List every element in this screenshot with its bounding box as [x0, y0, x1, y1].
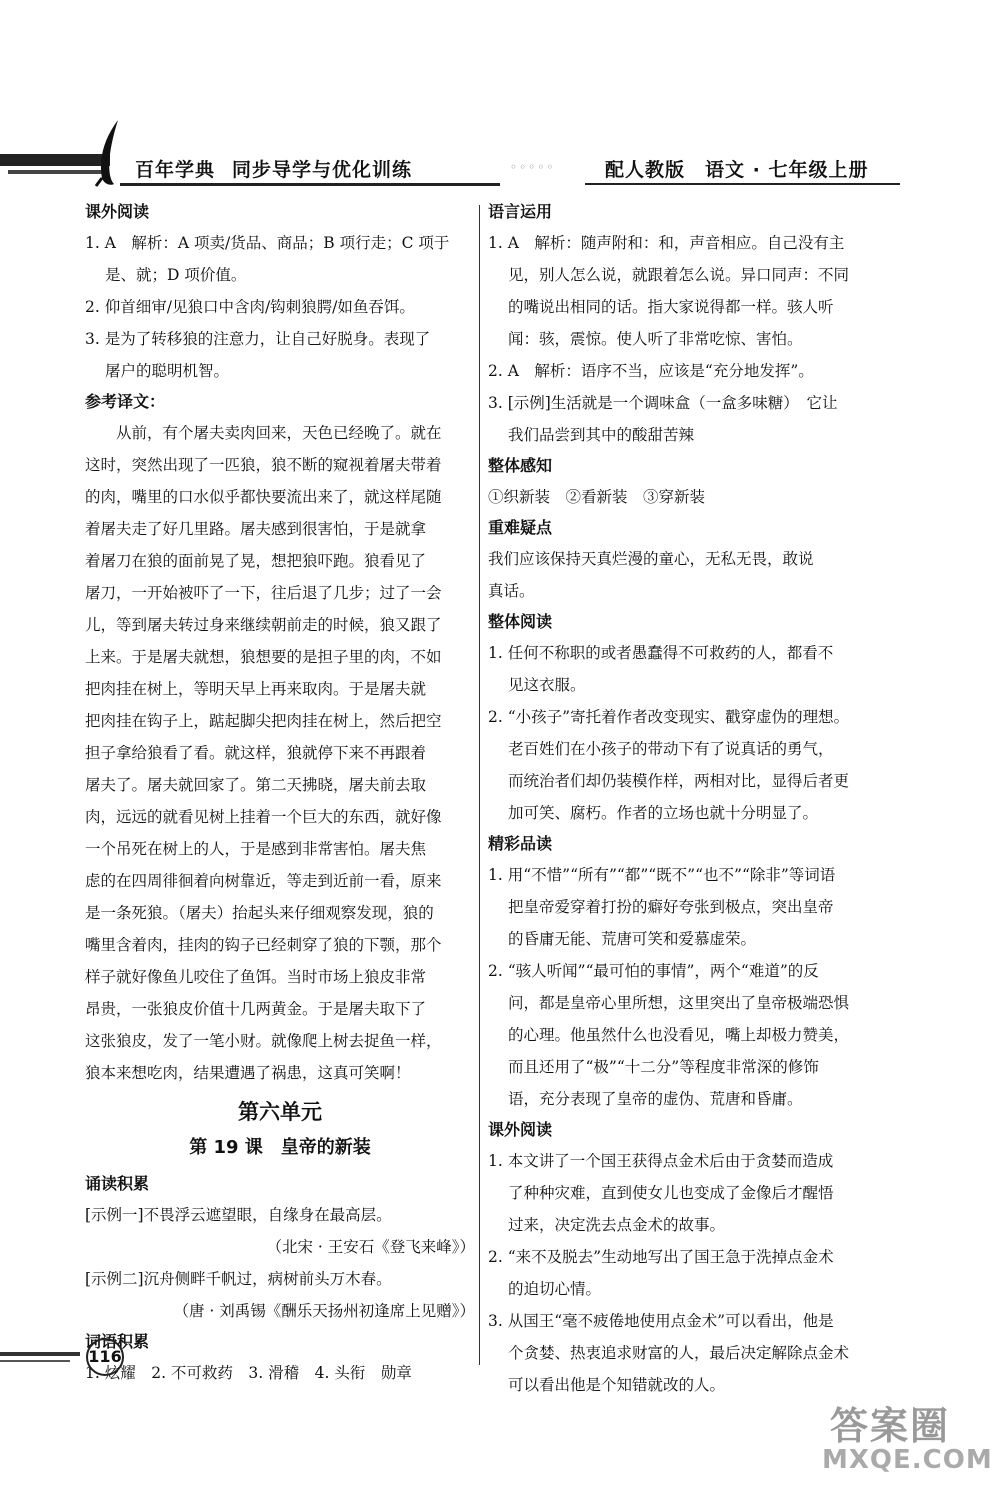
- footer-decor-bar-thin: [0, 1360, 70, 1362]
- header-subtitle: 同步导学与优化训练: [232, 159, 413, 181]
- translation-line: 上来。于是屠夫就想，狼想要的是担子里的肉，不如: [85, 648, 442, 666]
- quill-icon: [88, 118, 128, 188]
- section-title-extracurricular: 课外阅读: [85, 202, 150, 221]
- translation-line: 一个吊死在树上的人，于是感到非常害怕。屠夫焦: [85, 840, 427, 858]
- answer-line: 3. 是为了转移狼的注意力，让自己好脱身。表现了: [85, 330, 431, 348]
- example-source: （北宋 · 王安石《登飞来峰》）: [266, 1238, 475, 1256]
- answer-line: 的心理。他虽然什么也没看见，嘴上却极力赞美，: [508, 1026, 850, 1044]
- translation-line: 昂贵，一张狼皮价值十几两黄金。于是屠夫取下了: [85, 1000, 427, 1018]
- page-number: 116: [86, 1338, 124, 1376]
- vocabulary-line: 1. 炫耀 2. 不可救药 3. 滑稽 4. 头衔 勋章: [85, 1364, 412, 1382]
- answer-line: 的嘴说出相同的话。指大家说得都一样。骇人听: [508, 298, 834, 316]
- translation-line: 儿，等到屠夫转过身来继续朝前走的时候，狼又跟了: [85, 616, 442, 634]
- answer-line: 我们品尝到其中的酸甜苦辣: [508, 426, 695, 444]
- header-edition: 配人教版 语文 · 七年级上册: [605, 159, 869, 181]
- example-line: [示例二]沉舟侧畔千帆过，病树前头万木春。: [85, 1270, 392, 1288]
- example-source: （唐 · 刘禹锡《酬乐天扬州初逢席上见赠》）: [173, 1302, 475, 1320]
- example-line: [示例一]不畏浮云遮望眼，自缘身在最高层。: [85, 1206, 392, 1224]
- section-title-extracurricular-right: 课外阅读: [488, 1120, 553, 1139]
- translation-line: 这张狼皮，发了一笔小财。就像爬上树去捉鱼一样，: [85, 1032, 442, 1050]
- translation-line: 担子拿给狼看了看。就这样，狼就停下来不再跟着: [85, 744, 427, 762]
- section-title-reference-translation: 参考译文：: [85, 392, 166, 411]
- answer-line: 1. 用“不惜”“所有”“都”“既不”“也不”“除非”等词语: [488, 866, 836, 884]
- answer-line: 3. [示例]生活就是一个调味盒（一盒多味糖） 它让: [488, 394, 838, 412]
- column-divider: [479, 205, 480, 1365]
- answer-line: 1. A 解析：随声附和：和，声音相应。自己没有主: [488, 234, 845, 252]
- left-column: [85, 197, 475, 1389]
- answer-line: 见，别人怎么说，就跟着怎么说。异口同声：不同: [508, 266, 850, 284]
- answer-line: 1. A 解析：A 项卖/货品、商品；B 项行走；C 项于: [85, 234, 450, 252]
- answer-line: 2. “来不及脱去”生动地写出了国王急于洗掉点金术: [488, 1248, 834, 1266]
- answer-line: 的昏庸无能、荒唐可笑和爱慕虚荣。: [508, 930, 757, 948]
- answer-line: 2. A 解析：语序不当，应该是“充分地发挥”。: [488, 362, 814, 380]
- answer-line: 语，充分表现了皇帝的虚伪、荒唐和昏庸。: [508, 1090, 803, 1108]
- page-header: [0, 110, 1000, 190]
- answer-line: 见这衣服。: [508, 676, 586, 694]
- answer-line: 闻：骇，震惊。使人听了非常吃惊、害怕。: [508, 330, 803, 348]
- translation-line: 这时，突然出现了一匹狼，狼不断的窥视着屠夫带着: [85, 456, 442, 474]
- translation-line: 屠夫了。屠夫就回家了。第二天拂晓，屠夫前去取: [85, 776, 427, 794]
- answer-line: 而且还用了“极”“十二分”等程度非常深的修饰: [508, 1058, 819, 1076]
- translation-line: 屠刀，一开始被吓了一下，往后退了几步；过了一会: [85, 584, 442, 602]
- answer-line: 真话。: [488, 582, 535, 600]
- answer-line: 而统治者们却仍装模作样，两相对比，显得后者更: [508, 772, 850, 790]
- answer-line: 的迫切心情。: [508, 1280, 602, 1298]
- header-rule-left: [120, 183, 500, 186]
- answer-line: 问，都是皇帝心里所想，这里突出了皇帝极端恐惧: [508, 994, 850, 1012]
- translation-line: 是一条死狼。（屠夫）抬起头来仔细观察发现，狼的: [85, 904, 434, 922]
- watermark-url: MXQE.COM: [822, 1445, 993, 1475]
- answer-line: 2. “小孩子”寄托着作者改变现实、戳穿虚伪的理想。: [488, 708, 850, 726]
- answer-line: 老百姓们在小孩子的带动下有了说真话的勇气，: [508, 740, 834, 758]
- unit-title: 第六单元: [238, 1100, 322, 1124]
- translation-line: 着屠夫走了好几里路。屠夫感到很害怕，于是就拿: [85, 520, 427, 538]
- translation-line: 虑的在四周徘徊着向树靠近，等走到近前一看，原来: [85, 872, 442, 890]
- lesson-title: 第 19 课 皇帝的新装: [189, 1137, 371, 1158]
- answer-line: 1. 本文讲了一个国王获得点金术后由于贪婪而造成: [488, 1152, 834, 1170]
- section-title-language-use: 语言运用: [488, 202, 553, 221]
- watermark-logo: 答案圈: [830, 1404, 951, 1448]
- answer-line: 1. 任何不称职的或者愚蠢得不可救药的人，都看不: [488, 644, 834, 662]
- section-title-overall-reading: 整体阅读: [488, 612, 553, 631]
- answer-line: 是、就；D 项价值。: [105, 266, 247, 284]
- answer-line: 2. “骇人听闻”“最可怕的事情”，两个“难道”的反: [488, 962, 819, 980]
- answer-line: 个贪婪、热衷追求财富的人，最后决定解除点金术: [508, 1344, 850, 1362]
- answer-line: 过来，决定洗去点金术的故事。: [508, 1216, 726, 1234]
- header-brand: 百年学典: [135, 159, 216, 181]
- answer-line: 2. 仰首细审/见狼口中含肉/钩刺狼腭/如鱼吞饵。: [85, 298, 415, 316]
- footer-decor-bar: [0, 1352, 80, 1356]
- translation-line: 肉，远远的就看见树上挂着一个巨大的东西，就好像: [85, 808, 442, 826]
- translation-line: 把肉挂在钩子上，踮起脚尖把肉挂在树上，然后把空: [85, 712, 442, 730]
- section-title-recitation: 诵读积累: [85, 1174, 150, 1193]
- translation-line: 嘴里含着肉，挂肉的钩子已经刺穿了狼的下颚，那个: [85, 936, 442, 954]
- answer-line: 屠户的聪明机智。: [105, 362, 230, 380]
- answer-line: ①织新装 ②看新装 ③穿新装: [488, 488, 706, 506]
- answer-line: 把皇帝爱穿着打扮的癖好夸张到极点，突出皇帝: [508, 898, 834, 916]
- answer-line: 了种种灾难，直到使女儿也变成了金像后才醒悟: [508, 1184, 834, 1202]
- translation-line: 狼本来想吃肉，结果遭遇了祸患，这真可笑啊！: [85, 1064, 411, 1082]
- answer-line: 3. 从国王“毫不疲倦地使用点金术”可以看出，他是: [488, 1312, 834, 1330]
- answer-line: 加可笑、腐朽。作者的立场也就十分明显了。: [508, 804, 819, 822]
- translation-line: 从前，有个屠夫卖肉回来，天色已经晚了。就在: [116, 424, 442, 442]
- header-dots: ◦◦◦◦◦: [510, 160, 556, 174]
- right-column: [488, 197, 878, 1401]
- translation-line: 着屠刀在狼的面前晃了晃，想把狼吓跑。狼看见了: [85, 552, 427, 570]
- answer-line: 我们应该保持天真烂漫的童心，无私无畏，敢说: [488, 550, 814, 568]
- section-title-highlight-reading: 精彩品读: [488, 834, 553, 853]
- translation-line: 把肉挂在树上，等明天早上再来取肉。于是屠夫就: [85, 680, 427, 698]
- header-rule-right: [585, 183, 900, 185]
- answer-line: 可以看出他是个知错就改的人。: [508, 1376, 726, 1394]
- section-title-key-points: 重难疑点: [488, 518, 553, 537]
- translation-line: 样子就好像鱼儿咬住了鱼饵。当时市场上狼皮非常: [85, 968, 427, 986]
- translation-line: 的肉，嘴里的口水似乎都快要流出来了，就这样尾随: [85, 488, 442, 506]
- section-title-overall-perception: 整体感知: [488, 456, 553, 475]
- section-title-vocabulary: 词语积累: [85, 1332, 150, 1351]
